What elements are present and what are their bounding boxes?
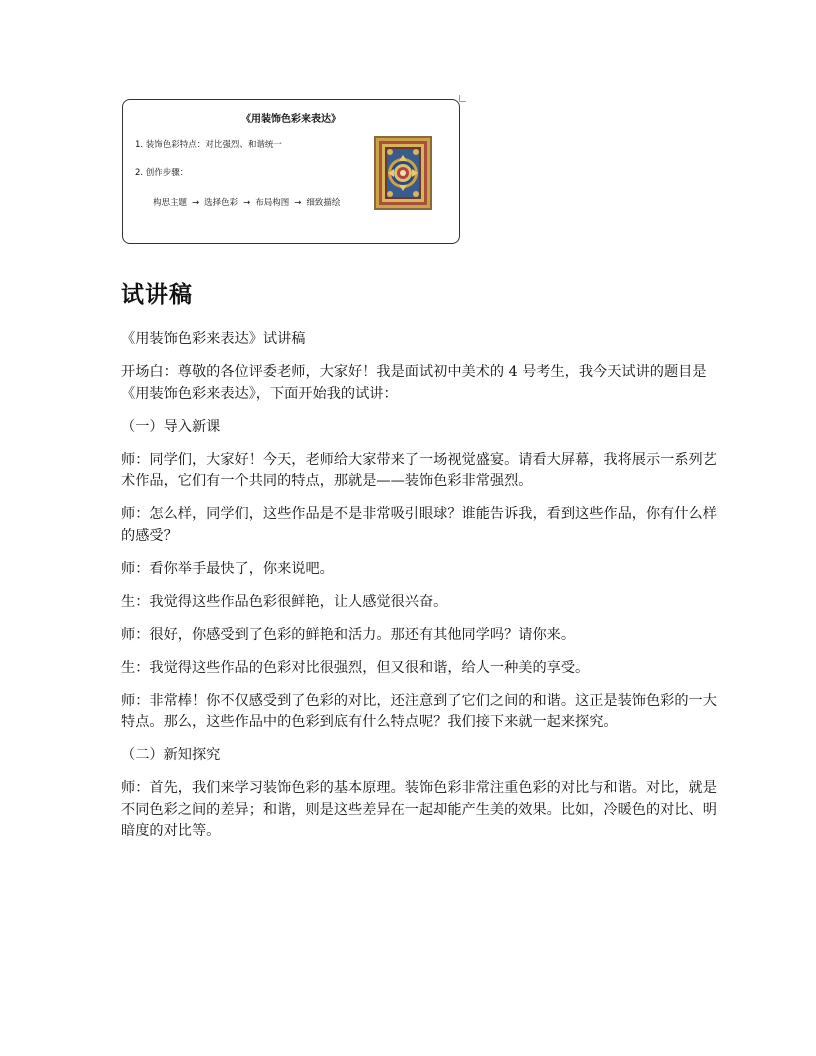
arrow-icon: → — [243, 198, 251, 208]
paragraph: 师：看你举手最快了，你来说吧。 — [121, 560, 334, 577]
slide-point-1: 1. 装饰色彩特点：对比强烈、和谐统一 — [135, 140, 282, 150]
paragraph-opening: 开场白：尊敬的各位评委老师，大家好！我是面试初中美术的 4 号考生，我今天试讲的题目是《用装饰色彩来表达》，下面开始我的试讲： — [121, 364, 707, 402]
arrow-icon: → — [294, 198, 302, 208]
section-heading-intro: （一）导入新课 — [121, 418, 221, 435]
step-3: 布局构图 — [255, 198, 290, 208]
page-heading: 试讲稿 — [121, 282, 193, 308]
slide-title: 《用装饰色彩来表达》 — [241, 114, 341, 125]
paragraph-title: 《用装饰色彩来表达》试讲稿 — [121, 331, 306, 347]
step-2: 选择色彩 — [204, 198, 239, 208]
paragraph: 师：很好，你感受到了色彩的鲜艳和活力。那还有其他同学吗？请你来。 — [121, 626, 576, 643]
step-1: 构思主题 — [153, 198, 188, 208]
corner-crop-mark — [459, 95, 466, 102]
paragraph: 生：我觉得这些作品的色彩对比很强烈，但又很和谐，给人一种美的享受。 — [121, 659, 590, 676]
paragraph: 师：怎么样，同学们，这些作品是不是非常吸引眼球？谁能告诉我，看到这些作品，你有什么样的感受？ — [121, 506, 717, 544]
paragraph: 师：非常棒！你不仅感受到了色彩的对比，还注意到了它们之间的和谐。这正是装饰色彩的一大特点。那么，这些作品中的色彩到底有什么特点呢？我们接下来就一起来探究。 — [121, 692, 717, 730]
paragraph: 生：我觉得这些作品色彩很鲜艳，让人感觉很兴奋。 — [121, 593, 448, 610]
document-body — [121, 329, 721, 854]
slide-steps — [153, 196, 340, 208]
paragraph: 师：首先，我们来学习装饰色彩的基本原理。装饰色彩非常注重色彩的对比与和谐。对比，就是不同色彩之间的差异；和谐，则是这些差异在一起却能产生美的效果。比如，冷暖色的对比、明暗度的对比等。 — [121, 780, 717, 839]
step-4: 细致描绘 — [306, 198, 341, 208]
decorative-artwork-image — [374, 136, 432, 210]
arrow-icon: → — [192, 198, 200, 208]
section-heading-explore: （二）新知探究 — [121, 747, 221, 763]
slide-thumbnail — [122, 99, 460, 244]
slide-point-2: 2. 创作步骤： — [135, 168, 189, 178]
paragraph: 师：同学们，大家好！今天，老师给大家带来了一场视觉盛宴。请看大屏幕，我将展示一系列艺术作品，它们有一个共同的特点，那就是——装饰色彩非常强烈。 — [121, 451, 717, 489]
